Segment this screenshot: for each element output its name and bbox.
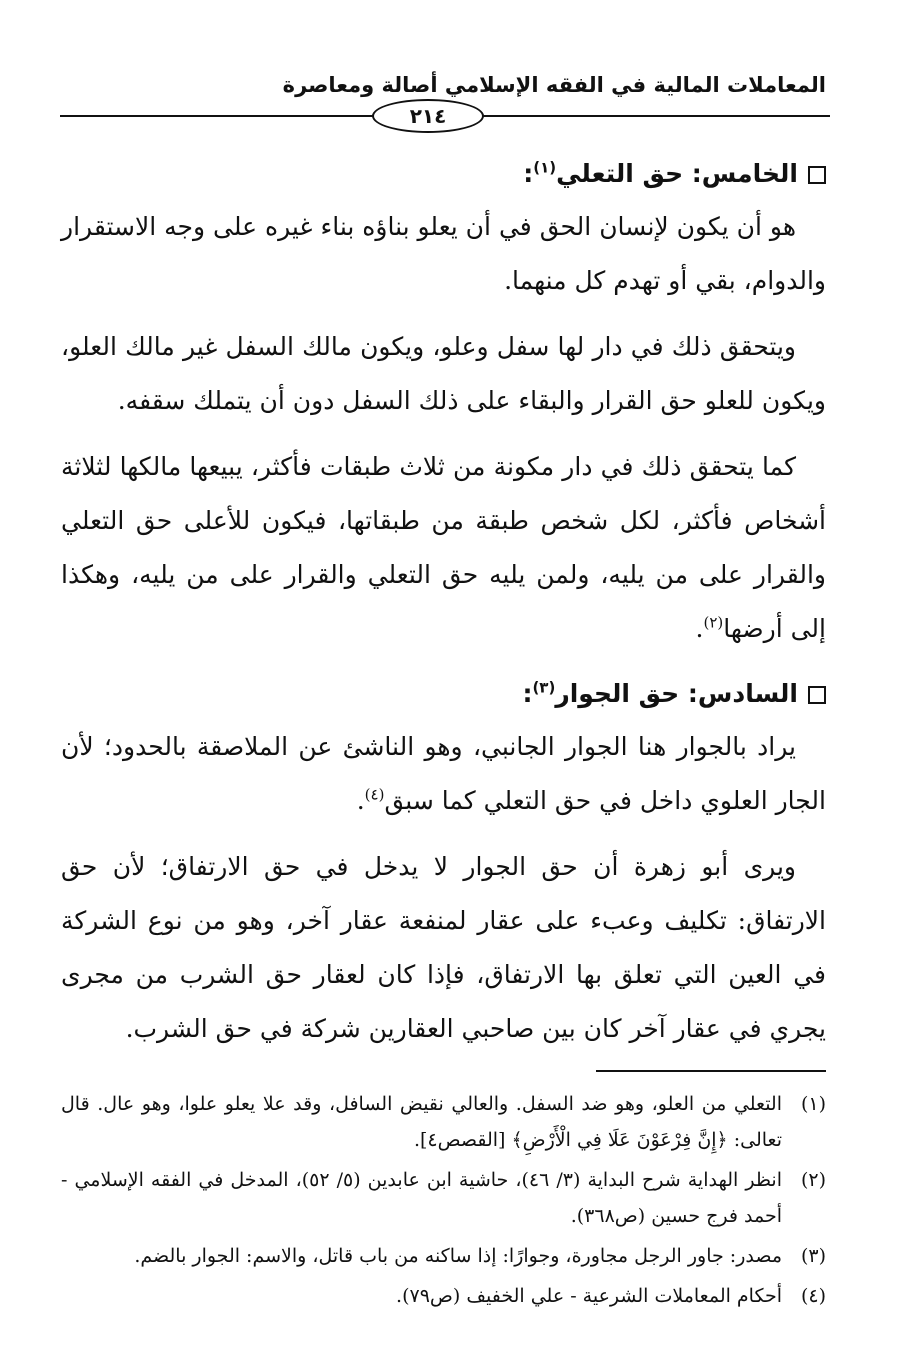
heading-text: الخامس: حق التعلي bbox=[556, 159, 798, 188]
footnote-text: أحكام المعاملات الشرعية - علي الخفيف (ص٧٩). bbox=[396, 1285, 782, 1307]
footnote bbox=[61, 1238, 826, 1274]
paragraph-text: كما يتحقق ذلك في دار مكونة من ثلاث طبقات فأكثر، يبيعها مالكها لثلاثة أشخاص فأكثر، لكل شخص طبقة من طبقاتها، فيكون للأعلى حق التعلي والقرار على من يليه، ولمن يليه حق التعلي والقرار على من يليه، وهكذا إلى أرضها bbox=[61, 452, 826, 643]
footnote-text: انظر الهداية شرح البداية (٣/ ٤٦)، حاشية ابن عابدين (٥/ ٥٢)، المدخل في الفقه الإسلامي - أحمد فرج حسين (ص٣٦٨). bbox=[61, 1169, 782, 1227]
footnote-ref: (١) bbox=[533, 158, 557, 177]
heading-colon: : bbox=[522, 679, 533, 708]
footnote-number: (١) bbox=[800, 1093, 826, 1115]
section-heading-elevation-right bbox=[61, 148, 826, 200]
footnote-separator bbox=[596, 1070, 826, 1072]
paragraph-end: . bbox=[695, 614, 704, 643]
footnotes bbox=[61, 1086, 826, 1318]
paragraph: ويرى أبو زهرة أن حق الجوار لا يدخل في حق الارتفاق؛ لأن حق الارتفاق: تكليف وعبء على عقار لمنفعة عقار آخر، وهو من نوع الشركة في العين التي تعلق بها الارتفاق، فإذا كان لعقار حق الشرب من مجرى يجري في عقار آخر كان بين صاحبي العقارين شركة في حق الشرب. bbox=[61, 852, 826, 1043]
footnote-ref: (٣) bbox=[532, 678, 556, 697]
footnote bbox=[61, 1086, 826, 1158]
paragraph bbox=[61, 720, 826, 828]
footnote-number: (٣) bbox=[800, 1245, 826, 1267]
paragraph: ويتحقق ذلك في دار لها سفل وعلو، ويكون مالك السفل غير مالك العلو، ويكون للعلو حق القرار والبقاء على ذلك السفل دون أن يتملك سقفه. bbox=[61, 332, 826, 415]
section-heading-neighbor-right bbox=[61, 668, 826, 720]
square-bullet-icon bbox=[808, 166, 826, 184]
main-text bbox=[61, 148, 826, 1068]
paragraph: هو أن يكون لإنسان الحق في أن يعلو بناؤه بناء غيره على وجه الاستقرار والدوام، بقي أو تهدم كل منهما. bbox=[61, 212, 826, 295]
footnote-ref: (٤) bbox=[364, 785, 385, 804]
footnote bbox=[61, 1162, 826, 1234]
footnote-ref: (٢) bbox=[703, 613, 724, 632]
heading-text: السادس: حق الجوار bbox=[555, 679, 798, 708]
footnote-text: مصدر: جاور الرجل مجاورة، وجوارًا: إذا ساكنه من باب قاتل، والاسم: الجوار بالضم. bbox=[134, 1245, 782, 1267]
paragraph-text: يراد بالجوار هنا الجوار الجانبي، وهو الناشئ عن الملاصقة بالحدود؛ لأن الجار العلوي داخل في حق التعلي كما سبق bbox=[61, 732, 826, 815]
square-bullet-icon bbox=[808, 686, 826, 704]
page-number-badge: ٢١٤ bbox=[372, 99, 484, 133]
footnote-text: التعلي من العلو، وهو ضد السفل. والعالي نقيض السافل، وقد علا يعلو علوا، وهو عال. قال تعالى: ﴿إِنَّ فِرْعَوْنَ عَلَا فِي الْأَرْضِ﴾ [القصص٤]. bbox=[61, 1093, 782, 1151]
running-title: المعاملات المالية في الفقه الإسلامي أصالة ومعاصرة bbox=[282, 73, 826, 97]
footnote bbox=[61, 1278, 826, 1314]
paragraph-end: . bbox=[356, 786, 365, 815]
paragraph bbox=[61, 440, 826, 656]
heading-colon: : bbox=[523, 159, 534, 188]
footnote-number: (٢) bbox=[800, 1169, 826, 1191]
footnote-number: (٤) bbox=[800, 1285, 826, 1307]
